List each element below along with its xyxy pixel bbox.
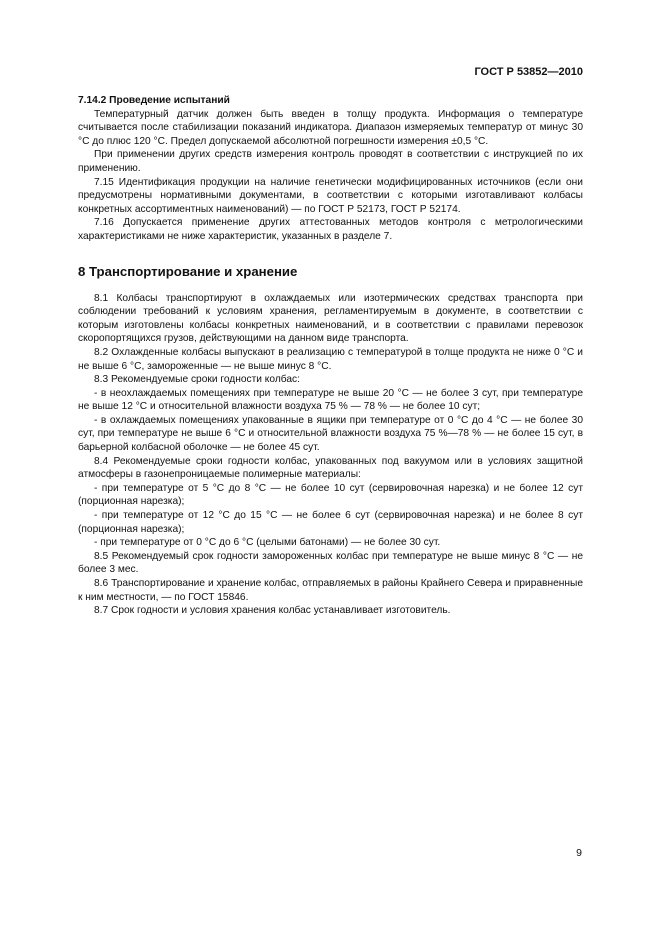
paragraph: 8.5 Рекомендуемый срок годности замороженных колбас при температуре не выше минус 8 °С — не более 3 мес. <box>78 550 583 576</box>
subsection-heading: 7.14.2 Проведение испытаний <box>78 95 230 106</box>
paragraph: 8.7 Срок годности и условия хранения колбас устанавливает изготовитель. <box>94 605 451 617</box>
section-heading: 8 Транспортирование и хранение <box>78 263 298 279</box>
paragraph: При применении других средств измерения контроль проводят в соответствии с инструкцией по их применению. <box>78 149 583 174</box>
page-content <box>78 94 583 618</box>
paragraph: 7.16 Допускается применение других аттестованных методов контроля с метрологическими характеристиками не ниже характеристик, указанных в разделе 7. <box>78 217 583 242</box>
page-number: 9 <box>576 847 582 859</box>
paragraph: 8.2 Охлажденные колбасы выпускают в реализацию с температурой в толще продукта не ниже 0 °С и не выше 6 °С, замороженные — не выше минус 8 °С. <box>78 346 583 372</box>
list-item: - при температуре от 12 °С до 15 °С — не более 6 сут (сервировочная нарезка) и не более 8 сут (порционная нарезка); <box>78 510 583 535</box>
paragraph: Температурный датчик должен быть введен в толщу продукта. Информация о температуре считывается после стабилизации показаний индикатора. Диапазон измеряемых температур от минус 30 °С до плюс 120 °С. Предел допускаемой абсолютной погрешности измерения ±0,5 °С. <box>78 108 583 147</box>
paragraph: 8.3 Рекомендуемые сроки годности колбас: <box>94 374 300 386</box>
paragraph: 8.6 Транспортирование и хранение колбас, отправляемых в районы Крайнего Севера и приравненные к ним местности, — по ГОСТ 15846. <box>78 578 583 603</box>
paragraph: 8.4 Рекомендуемые сроки годности колбас, упакованных под вакуумом или в условиях защитной атмосферы в газонепроницаемые полимерные материалы: <box>78 455 583 481</box>
paragraph: 8.1 Колбасы транспортируют в охлаждаемых или изотермических средствах транспорта при соблюдении требований к условиям хранения, регламентируемым в документе, в соответствии с которым изготовлены колбасы конкретных наименований, и в соответствии с правилами перевозок скоропортящихся грузов, действующими на данном виде транспорта. <box>78 292 583 345</box>
list-item: - при температуре от 0 °С до 6 °С (целыми батонами) — не более 30 сут. <box>94 537 441 549</box>
document-id: ГОСТ Р 53852—2010 <box>474 66 583 78</box>
list-item: - в неохлаждаемых помещениях при температуре не выше 20 °С — не более 3 сут, при температуре не выше 12 °С и относительной влажности воздуха 75 % — 78 % — не более 10 сут; <box>78 387 583 413</box>
paragraph: 7.15 Идентификация продукции на наличие генетически модифицированных источников (если они предусмотрены нормативными документами, в соответствии с которыми изготавливают колбасы конкретных ассортиментных наименований) — по ГОСТ Р 52173, ГОСТ Р 52174. <box>78 176 583 215</box>
list-item: - при температуре от 5 °С до 8 °С — не более 10 сут (сервировочная нарезка) и не более 12 сут (порционная нарезка); <box>78 482 583 508</box>
list-item: - в охлаждаемых помещениях упакованные в ящики при температуре от 0 °С до 4 °С — не более 30 сут, при температуре не выше 6 °С и относительной влажности воздуха 75 %—78 % — не более 15 сут, в барьерной колбасной оболочке — не более 45 сут. <box>78 414 583 454</box>
